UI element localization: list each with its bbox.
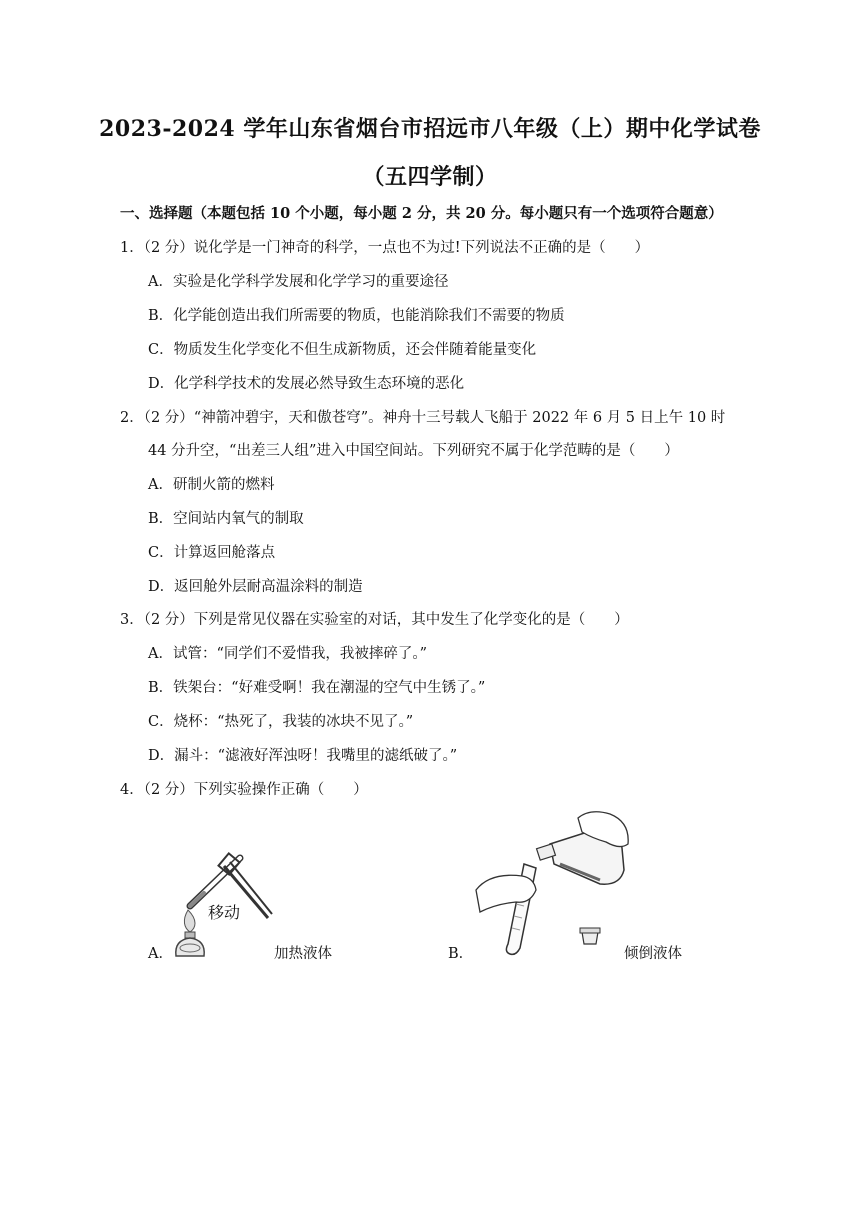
q4-option-b-caption: 倾倒液体 <box>624 946 682 962</box>
q4-option-a-caption: 加热液体 <box>274 946 332 962</box>
move-annotation: 移动 <box>208 903 241 922</box>
section-header: 一、选择题（本题包括 10 个小题，每小题 2 分，共 20 分。每小题只有一个选项符合题意） <box>120 205 723 222</box>
q4-option-b-letter: B． <box>448 946 474 962</box>
q1-stem: 1．（2 分）说化学是一门神奇的科学，一点也不为过!下列说法不正确的是（ ） <box>120 240 650 256</box>
q2-stem-line-1: 2．（2 分）“神箭冲碧宇，天和傲苍穹”。神舟十三号载人飞船于 2022 年 6 月 5 日上午 10 时 <box>120 410 726 426</box>
q4-stem: 4．（2 分）下列实验操作正确（ ） <box>120 782 368 798</box>
q2-option-b: B．空间站内氧气的制取 <box>148 511 304 527</box>
q1-option-c: C．物质发生化学变化不但生成新物质，还会伴随着能量变化 <box>148 342 537 358</box>
q3-option-d: D．漏斗：“滤液好浑浊呀！我嘴里的滤纸破了。” <box>148 748 458 764</box>
q2-stem-line-2: 44 分升空，“出差三人组”进入中国空间站。下列研究不属于化学范畴的是（ ） <box>148 443 679 459</box>
q2-option-d: D．返回舱外层耐高温涂料的制造 <box>148 579 363 595</box>
title-line-2: （五四学制） <box>362 164 498 190</box>
q3-stem: 3．（2 分）下列是常见仪器在实验室的对话，其中发生了化学变化的是（ ） <box>120 612 629 628</box>
q1-option-b: B．化学能创造出我们所需要的物质，也能消除我们不需要的物质 <box>148 308 565 324</box>
q3-option-c: C．烧杯：“热死了，我装的冰块不见了。” <box>148 714 414 730</box>
stopper-icon <box>580 928 600 944</box>
q1-option-d: D．化学科学技术的发展必然导致生态环境的恶化 <box>148 376 465 392</box>
q3-option-b: B．铁架台：“好难受啊！我在潮湿的空气中生锈了。” <box>148 680 486 696</box>
alcohol-lamp-icon <box>176 932 204 956</box>
q2-option-a: A．研制火箭的燃料 <box>148 477 275 493</box>
flame-icon <box>184 910 195 932</box>
q3-option-a: A．试管：“同学们不爱惜我，我被摔碎了。” <box>148 646 428 662</box>
q2-option-c: C．计算返回舱落点 <box>148 545 276 561</box>
q1-option-a: A．实验是化学科学发展和化学学习的重要途径 <box>148 274 449 290</box>
heating-liquid-figure <box>168 848 278 960</box>
q4-option-a-letter: A． <box>148 946 173 962</box>
pouring-liquid-figure <box>470 808 650 958</box>
title-line-1: 2023-2024 学年山东省烟台市招远市八年级（上）期中化学试卷 <box>99 116 761 142</box>
